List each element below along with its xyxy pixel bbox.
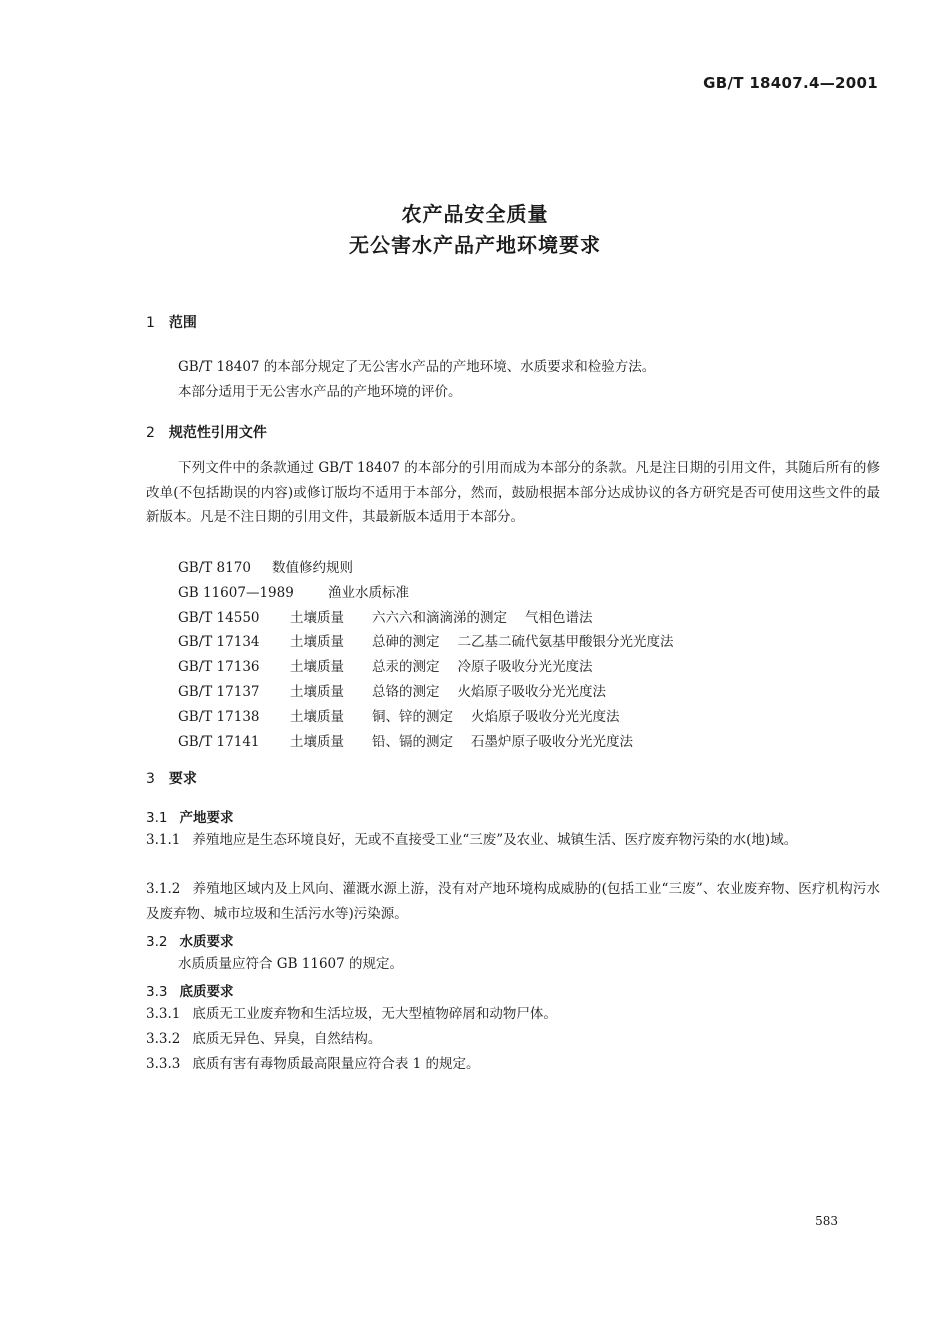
reference-item [178, 581, 409, 605]
reference-code: GB 11607—1989 [178, 584, 294, 601]
reference-category: 土壤质量 [290, 684, 344, 700]
reference-subject: 总汞的测定 [372, 659, 440, 676]
reference-category: 渔业水质标准 [328, 584, 409, 601]
reference-item [178, 630, 674, 654]
section-3-3-heading [146, 980, 233, 1000]
section-title: 水质要求 [179, 934, 234, 950]
reference-subject: 铅、镉的测定 [372, 733, 453, 750]
reference-category: 数值修约规则 [272, 560, 353, 576]
clause-3-3-1 [146, 1002, 557, 1026]
clause-number: 3.1.1 [146, 832, 181, 848]
reference-method: 火焰原子吸收分光光度法 [471, 708, 620, 725]
clause-number: 3.3.2 [146, 1031, 181, 1047]
section-title: 底质要求 [179, 984, 234, 1000]
clause-3-1-1 [146, 828, 880, 853]
section-number: 3.2 [146, 934, 168, 950]
page-number: 583 [815, 1214, 838, 1228]
reference-item [178, 680, 606, 704]
section-title: 产地要求 [179, 810, 234, 826]
clause-number: 3.3.1 [146, 1006, 181, 1022]
reference-item [178, 730, 633, 754]
section-number: 2 [146, 425, 155, 441]
reference-method: 气相色谱法 [525, 609, 593, 626]
section-3-2-text: 水质质量应符合 GB 11607 的规定。 [178, 956, 404, 972]
section-2-para: 下列文件中的条款通过 GB/T 18407 的本部分的引用而成为本部分的条款。凡是注日期的引用文件，其随后所有的修改单(不包括勘误的内容)或修订版均不适用于本部分，然而，鼓励根据本部分达成协议的各方研究是否可使用这些文件的最新版本。凡是不注日期的引用文件，其最新版本适用于本部分。 [146, 460, 880, 525]
section-title: 范围 [168, 315, 197, 331]
section-3-2-heading [146, 930, 233, 950]
standard-code: GB/T 18407.4—2001 [703, 74, 878, 92]
title-line-1: 农产品安全质量 [401, 202, 549, 226]
reference-category: 土壤质量 [290, 659, 344, 676]
reference-code: GB/T 14550 [178, 609, 260, 626]
reference-subject: 总砷的测定 [372, 634, 440, 651]
reference-subject: 六六六和滴滴涕的测定 [372, 609, 507, 626]
section-number: 3 [146, 771, 155, 787]
clause-text: 底质无工业废弃物和生活垃圾，无大型植物碎屑和动物尸体。 [192, 1006, 557, 1022]
section-title: 规范性引用文件 [168, 425, 267, 441]
reference-code: GB/T 17136 [178, 659, 260, 676]
clause-number: 3.1.2 [146, 881, 181, 897]
clause-3-3-2 [146, 1027, 381, 1051]
section-title: 要求 [168, 771, 197, 787]
reference-item [178, 655, 593, 679]
reference-code: GB/T 17137 [178, 684, 260, 700]
section-number: 3.3 [146, 984, 168, 1000]
reference-category: 土壤质量 [290, 708, 344, 725]
reference-code: GB/T 8170 [178, 560, 251, 576]
reference-category: 土壤质量 [290, 634, 344, 651]
clause-text: 底质有害有毒物质最高限量应符合表 1 的规定。 [192, 1056, 480, 1072]
reference-category: 土壤质量 [290, 609, 344, 626]
reference-category: 土壤质量 [290, 733, 344, 750]
reference-subject: 总铬的测定 [372, 684, 440, 700]
section-2-heading [146, 422, 267, 442]
section-number: 1 [146, 315, 155, 331]
reference-code: GB/T 17134 [178, 634, 260, 651]
clause-text: 养殖地应是生态环境良好，无或不直接受工业“三废”及农业、城镇生活、医疗废弃物污染的水(地)域。 [192, 832, 798, 848]
reference-method: 冷原子吸收分光光度法 [457, 659, 593, 676]
section-3-1-heading [146, 806, 233, 826]
reference-item [178, 705, 620, 729]
reference-code: GB/T 17141 [178, 733, 260, 750]
clause-text: 养殖地区域内及上风向、灌溉水源上游，没有对产地环境构成威胁的(包括工业“三废”、农业废弃物、医疗机构污水及废弃物、城市垃圾和生活污水等)污染源。 [146, 881, 880, 922]
section-1-para-1: GB/T 18407 的本部分规定了无公害水产品的产地环境、水质要求和检验方法。 [178, 359, 656, 375]
clause-number: 3.3.3 [146, 1056, 181, 1072]
reference-item [178, 556, 353, 580]
reference-item [178, 606, 593, 630]
reference-method: 二乙基二硫代氨基甲酸银分光光度法 [457, 634, 674, 651]
reference-method: 石墨炉原子吸收分光光度法 [471, 733, 633, 750]
section-number: 3.1 [146, 810, 168, 826]
section-3-heading [146, 768, 197, 788]
title-line-2: 无公害水产品产地环境要求 [349, 233, 601, 257]
clause-3-3-3 [146, 1052, 480, 1076]
reference-code: GB/T 17138 [178, 708, 260, 725]
clause-3-1-2 [146, 877, 880, 926]
clause-text: 底质无异色、异臭，自然结构。 [192, 1031, 382, 1047]
section-1-heading [146, 312, 197, 332]
section-1-para-2: 本部分适用于无公害水产品的产地环境的评价。 [178, 384, 462, 400]
reference-subject: 铜、锌的测定 [372, 708, 453, 725]
reference-method: 火焰原子吸收分光光度法 [457, 684, 606, 700]
